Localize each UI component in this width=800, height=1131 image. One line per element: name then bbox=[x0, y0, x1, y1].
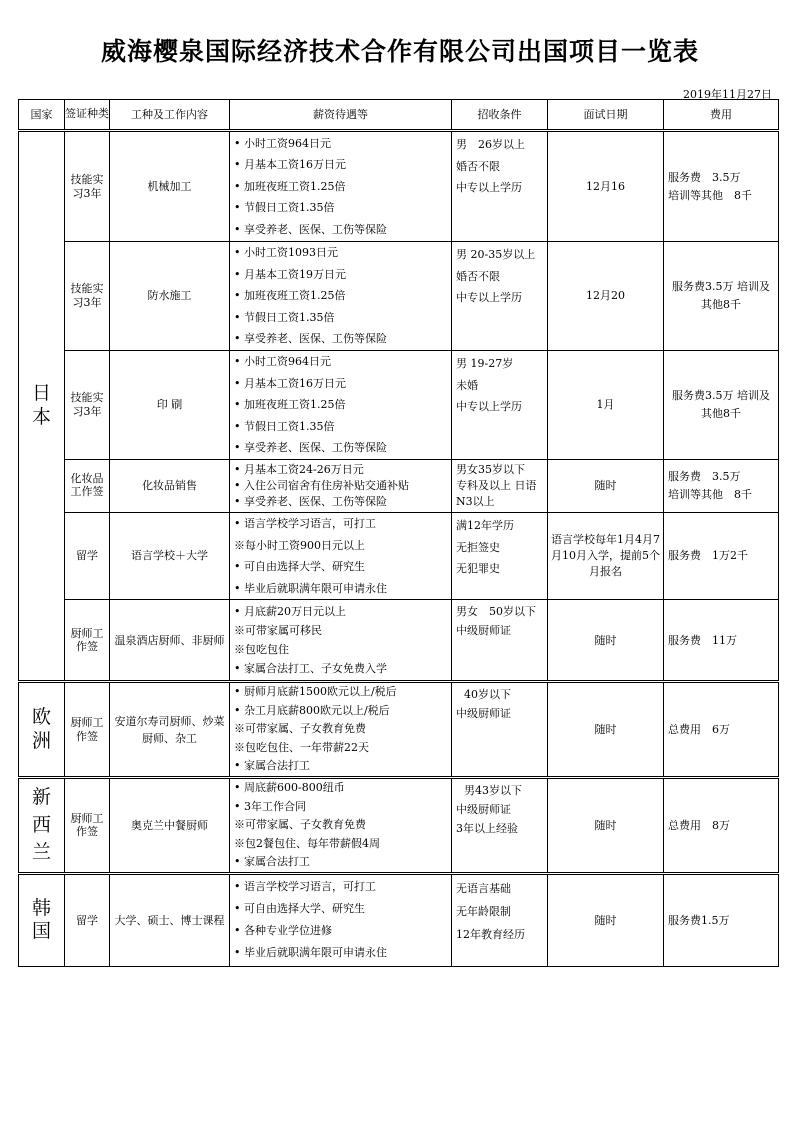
salary-details: • 小时工资964日元 • 月基本工资16万日元 • 加班夜班工资1.25倍 • 节假日工资1.35倍 • 享受养老、医保、工伤等保险 bbox=[230, 131, 452, 242]
interview-date: 1月 bbox=[548, 351, 664, 460]
fee: 服务费 1万2千 bbox=[664, 513, 779, 600]
fee: 服务费 11万 bbox=[664, 600, 779, 682]
header-salary: 薪资待遇等 bbox=[230, 100, 452, 131]
fee: 服务费 3.5万 培训等其他 8千 bbox=[664, 131, 779, 242]
requirements: 男女 50岁以下 中级厨师证 bbox=[452, 600, 548, 682]
requirements: 满12年学历 无拒签史 无犯罪史 bbox=[452, 513, 548, 600]
table-row bbox=[19, 682, 779, 778]
interview-date: 12月16 bbox=[548, 131, 664, 242]
job-content: 防水施工 bbox=[110, 242, 230, 351]
table-row bbox=[19, 242, 779, 351]
table-row bbox=[19, 131, 779, 242]
requirements: 男43岁以下 中级厨师证 3年以上经验 bbox=[452, 777, 548, 873]
fee: 服务费 3.5万 培训等其他 8千 bbox=[664, 460, 779, 513]
visa-type: 留学 bbox=[65, 513, 110, 600]
fee: 总费用 6万 bbox=[664, 682, 779, 778]
document-date: 2019年11月27日 bbox=[683, 88, 772, 101]
salary-details: • 语言学校学习语言，可打工 • 可自由选择大学、研究生 • 各种专业学位进修 • 毕业后就职满年限可申请永住 bbox=[230, 873, 452, 966]
visa-type: 厨师工作签 bbox=[65, 682, 110, 778]
project-table bbox=[18, 99, 779, 967]
visa-type: 技能实习3年 bbox=[65, 351, 110, 460]
country-europe: 欧洲 bbox=[19, 682, 65, 778]
salary-details: • 月底薪20万日元以上 ※可带家属可移民 ※包吃包住 • 家属合法打工、子女免费入学 bbox=[230, 600, 452, 682]
header-country: 国家 bbox=[19, 100, 65, 131]
page-title: 威海樱泉国际经济技术合作有限公司出国项目一览表 bbox=[100, 37, 699, 66]
salary-details: • 小时工资964日元 • 月基本工资16万日元 • 加班夜班工资1.25倍 • 节假日工资1.35倍 • 享受养老、医保、工伤等保险 bbox=[230, 351, 452, 460]
country-newzealand: 新西兰 bbox=[19, 777, 65, 873]
country-korea: 韩国 bbox=[19, 873, 65, 966]
job-content: 奥克兰中餐厨师 bbox=[110, 777, 230, 873]
salary-details: • 小时工资1093日元 • 月基本工资19万日元 • 加班夜班工资1.25倍 • 节假日工资1.35倍 • 享受养老、医保、工伤等保险 bbox=[230, 242, 452, 351]
job-content: 语言学校＋大学 bbox=[110, 513, 230, 600]
header-fee: 费用 bbox=[664, 100, 779, 131]
interview-date: 12月20 bbox=[548, 242, 664, 351]
requirements: 男 20-35岁以上 婚否不限 中专以上学历 bbox=[452, 242, 548, 351]
table-row bbox=[19, 351, 779, 460]
header-visa: 签证种类 bbox=[65, 100, 110, 131]
header-interview: 面试日期 bbox=[548, 100, 664, 131]
interview-date: 随时 bbox=[548, 873, 664, 966]
job-content: 温泉酒店厨师、非厨师 bbox=[110, 600, 230, 682]
job-content: 大学、硕士、博士课程 bbox=[110, 873, 230, 966]
visa-type: 技能实习3年 bbox=[65, 242, 110, 351]
requirements: 无语言基础 无年龄限制 12年教育经历 bbox=[452, 873, 548, 966]
header-requirements: 招收条件 bbox=[452, 100, 548, 131]
fee: 总费用 8万 bbox=[664, 777, 779, 873]
interview-date: 随时 bbox=[548, 777, 664, 873]
salary-details: • 语言学校学习语言，可打工 ※每小时工资900日元以上 • 可自由选择大学、研究生 • 毕业后就职满年限可申请永住 bbox=[230, 513, 452, 600]
table-header-row bbox=[19, 100, 779, 131]
requirements: 男女35岁以下 专科及以上 日语N3以上 bbox=[452, 460, 548, 513]
salary-details: • 厨师月底薪1500欧元以上/税后 • 杂工月底薪800欧元以上/税后 ※可带家属、子女教育免费 ※包吃包住、一年带薪22天 • 家属合法打工 bbox=[230, 682, 452, 778]
table-row bbox=[19, 460, 779, 513]
requirements: 男 26岁以上 婚否不限 中专以上学历 bbox=[452, 131, 548, 242]
requirements: 40岁以下 中级厨师证 bbox=[452, 682, 548, 778]
interview-date: 语言学校每年1月4月7月10月入学，提前5个月报名 bbox=[548, 513, 664, 600]
interview-date: 随时 bbox=[548, 600, 664, 682]
job-content: 安道尔寿司厨师、炒菜厨师、杂工 bbox=[110, 682, 230, 778]
job-content: 化妆品销售 bbox=[110, 460, 230, 513]
requirements: 男 19-27岁 未婚 中专以上学历 bbox=[452, 351, 548, 460]
interview-date: 随时 bbox=[548, 682, 664, 778]
table-row bbox=[19, 513, 779, 600]
job-content: 印 刷 bbox=[110, 351, 230, 460]
visa-type: 厨师工作签 bbox=[65, 600, 110, 682]
salary-details: • 周底薪600-800纽币 • 3年工作合同 ※可带家属、子女教育免费 ※包2餐包住、每年带薪假4周 • 家属合法打工 bbox=[230, 777, 452, 873]
visa-type: 厨师工作签 bbox=[65, 777, 110, 873]
visa-type: 技能实习3年 bbox=[65, 131, 110, 242]
visa-type: 化妆品工作签 bbox=[65, 460, 110, 513]
table-row bbox=[19, 873, 779, 966]
fee: 服务费3.5万 培训及其他8千 bbox=[664, 242, 779, 351]
fee: 服务费3.5万 培训及其他8千 bbox=[664, 351, 779, 460]
visa-type: 留学 bbox=[65, 873, 110, 966]
fee: 服务费1.5万 bbox=[664, 873, 779, 966]
table-row bbox=[19, 777, 779, 873]
job-content: 机械加工 bbox=[110, 131, 230, 242]
table-row bbox=[19, 600, 779, 682]
salary-details: • 月基本工资24-26万日元 • 入住公司宿舍有住房补贴交通补贴 • 享受养老、医保、工伤等保险 bbox=[230, 460, 452, 513]
header-job: 工种及工作内容 bbox=[110, 100, 230, 131]
country-japan: 日本 bbox=[19, 131, 65, 682]
interview-date: 随时 bbox=[548, 460, 664, 513]
